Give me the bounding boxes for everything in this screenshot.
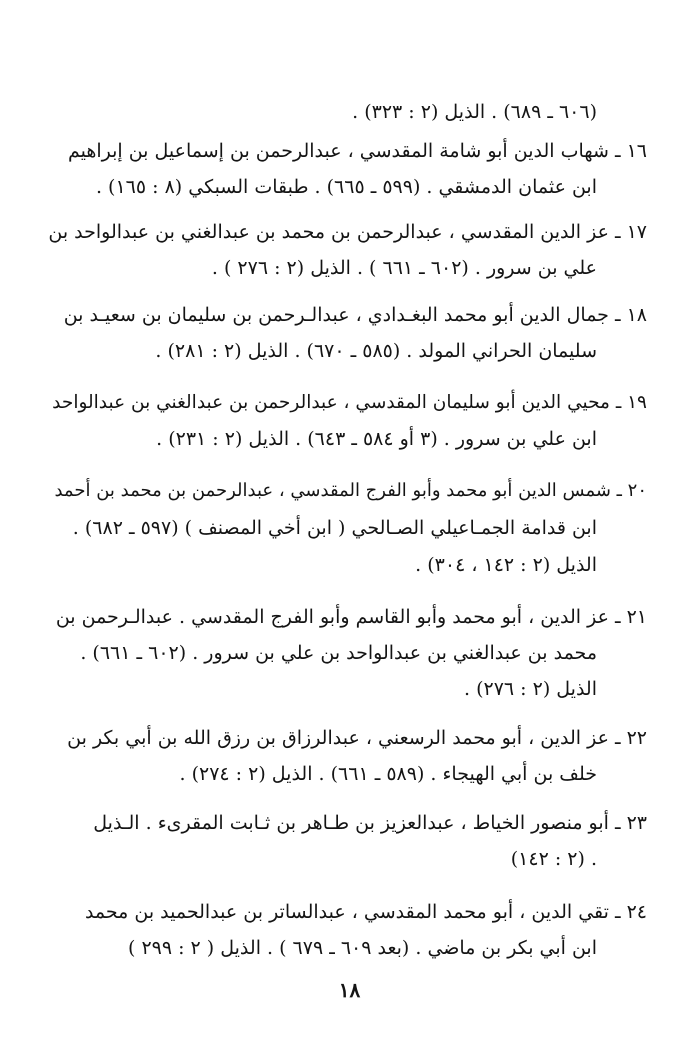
entry-20-line-3: الذيل (٢ : ١٤٢ ، ٣٠٤) . xyxy=(415,554,597,576)
entry-23-line-1: ٢٣ ـ أبو منصور الخياط ، عبدالعزيز بن طـاهر بن ثـابت المقرىء . الـذيل xyxy=(93,812,647,834)
entry-17-line-2: علي بن سرور . (٦٠٢ ـ ٦٦١ ) . الذيل (٢ : ٢٧٦ ) . xyxy=(211,257,597,279)
entry-16-line-2: ابن عثمان الدمشقي . (٥٩٩ ـ ٦٦٥) . طبقات السبكي (٨ : ١٦٥) . xyxy=(95,176,597,198)
entry-24-line-2: ابن أبي بكر بن ماضي . (بعد ٦٠٩ ـ ٦٧٩ ) . الذيل ( ٢ : ٢٩٩ ) xyxy=(127,937,597,959)
entry-22-line-1: ٢٢ ـ عز الدين ، أبو محمد الرسعني ، عبدالرزاق بن رزق الله بن أبي بكر بن xyxy=(67,727,647,749)
entry-23-line-2: (٢ : ١٤٢) . xyxy=(510,848,597,870)
entry-20-line-2: ابن قدامة الجمـاعيلي الصـالحي ( ابن أخي المصنف ) (٥٩٧ ـ ٦٨٢) . xyxy=(72,517,597,539)
entry-21-line-3: الذيل (٢ : ٢٧٦) . xyxy=(464,678,597,700)
entry-22-line-2: خلف بن أبي الهيجاء . (٥٨٩ ـ ٦٦١) . الذيل (٢ : ٢٧٤) . xyxy=(179,763,597,785)
entry-24-line-1: ٢٤ ـ تقي الدين ، أبو محمد المقدسي ، عبدالساتر بن عبدالحميد بن محمد xyxy=(84,901,647,923)
entry-20-line-1: ٢٠ ـ شمس الدين أبو محمد وأبو الفرج المقدسي ، عبدالرحمن بن محمد بن أحمد xyxy=(54,480,647,501)
entry-17-line-1: ١٧ ـ عز الدين المقدسي ، عبدالرحمن بن محمد بن عبدالغني بن عبدالواحد بن xyxy=(48,221,647,243)
entry-21-line-1: ٢١ ـ عز الدين ، أبو محمد وأبو القاسم وأبو الفرج المقدسي . عبدالـرحمن بن xyxy=(55,606,647,628)
entry-18-line-1: ١٨ ـ جمال الدين أبو محمد البغـدادي ، عبدالـرحمن بن سليمان بن سعيـد بن xyxy=(63,304,647,326)
page-number: ١٨ xyxy=(338,978,361,1002)
entry-19-line-2: ابن علي بن سرور . (٣ أو ٥٨٤ ـ ٦٤٣) . الذيل (٢ : ٢٣١) . xyxy=(156,428,597,450)
entry-19-line-1: ١٩ ـ محيي الدين أبو سليمان المقدسي ، عبدالرحمن بن عبدالغني بن عبدالواحد xyxy=(52,392,647,413)
entry-16-line-1: ١٦ ـ شهاب الدين أبو شامة المقدسي ، عبدالرحمن بن إسماعيل بن إبراهيم xyxy=(67,140,647,162)
entry-21-line-2: محمد بن عبدالغني بن عبدالواحد بن علي بن سرور . (٦٠٢ ـ ٦٦١) . xyxy=(80,642,597,664)
entry-18-line-2: سليمان الحراني المولد . (٥٨٥ ـ ٦٧٠) . الذيل (٢ : ٢٨١) . xyxy=(155,340,597,362)
entry-15-line-1: (٦٠٦ ـ ٦٨٩) . الذيل (٢ : ٣٢٣) . xyxy=(352,101,597,123)
